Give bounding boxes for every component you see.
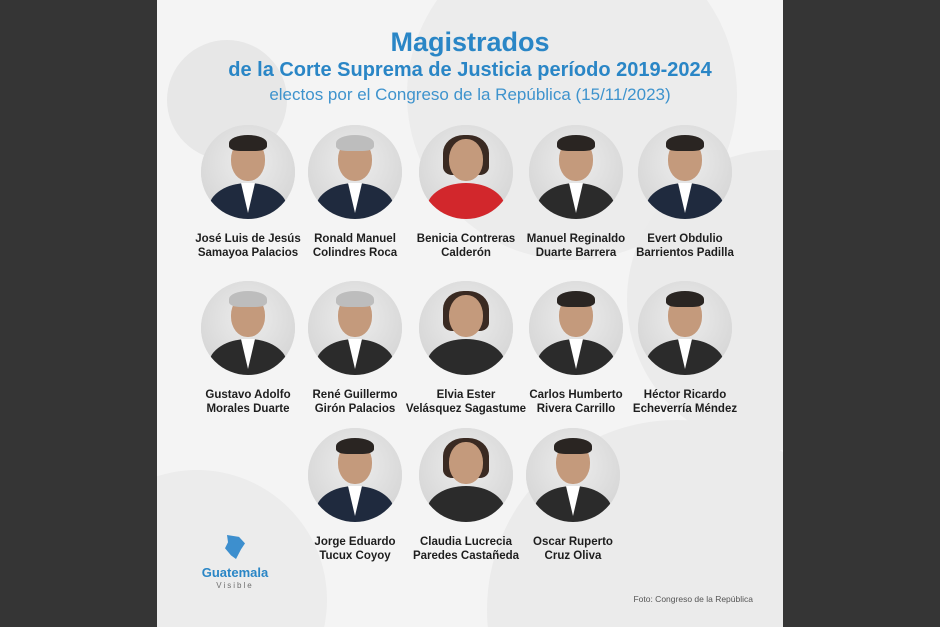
magistrate-name: [186, 232, 310, 260]
portrait-photo: [308, 428, 402, 522]
name-line-1: Ronald Manuel: [314, 233, 396, 245]
guatemala-visible-logo: [195, 533, 275, 590]
name-line-2: Girón Palacios: [314, 403, 396, 415]
guatemala-map-icon: [222, 533, 248, 563]
name-line-1: Carlos Humberto: [529, 389, 623, 401]
name-line-1: Gustavo Adolfo: [205, 389, 291, 401]
magistrate-name: [404, 388, 528, 416]
magistrate-card: [186, 281, 310, 416]
name-line-1: Claudia Lucrecia: [419, 536, 513, 548]
magistrate-card: [293, 428, 417, 563]
magistrate-name: [404, 535, 528, 563]
magistrate-name: [186, 388, 310, 416]
magistrate-card: [514, 281, 638, 416]
magistrate-card: [293, 125, 417, 260]
page-caption: electos por el Congreso de la República (15/11/2023): [269, 85, 671, 104]
name-line-2: Morales Duarte: [206, 403, 290, 415]
magistrate-name: [404, 232, 528, 260]
name-line-1: René Guillermo: [312, 389, 398, 401]
logo-brand: Guatemala: [201, 565, 269, 580]
magistrate-name: [514, 388, 638, 416]
magistrate-name: [623, 388, 747, 416]
name-line-2: Paredes Castañeda: [412, 550, 520, 562]
portrait-photo: [308, 281, 402, 375]
infographic-card: [157, 0, 783, 627]
portrait-photo: [526, 428, 620, 522]
magistrate-card: [404, 281, 528, 416]
name-line-2: Velásquez Sagastume: [405, 403, 527, 415]
name-line-1: Elvia Ester: [436, 389, 496, 401]
name-line-1: Evert Obdulio: [647, 233, 723, 245]
magistrate-card: [511, 428, 635, 563]
name-line-1: Oscar Ruperto: [533, 536, 613, 548]
magistrate-card: [404, 125, 528, 260]
magistrate-card: [514, 125, 638, 260]
name-line-1: Benicia Contreras: [416, 233, 516, 245]
name-line-1: José Luis de Jesús: [195, 233, 301, 245]
portrait-photo: [201, 281, 295, 375]
magistrate-name: [511, 535, 635, 563]
page-subtitle: de la Corte Suprema de Justicia período 2019-2024: [228, 59, 712, 81]
portrait-photo: [308, 125, 402, 219]
portrait-photo: [419, 428, 513, 522]
magistrate-name: [293, 535, 417, 563]
magistrate-card: [293, 281, 417, 416]
name-line-2: Calderón: [441, 247, 491, 259]
name-line-2: Tucux Coyoy: [319, 550, 391, 562]
magistrate-card: [186, 125, 310, 260]
magistrate-name: [623, 232, 747, 260]
name-line-2: Echeverría Méndez: [632, 403, 738, 415]
magistrate-name: [293, 232, 417, 260]
portrait-photo: [638, 281, 732, 375]
name-line-2: Barrientos Padilla: [636, 247, 734, 259]
name-line-1: Manuel Reginaldo: [526, 233, 626, 245]
magistrate-card: [623, 125, 747, 260]
magistrate-name: [293, 388, 417, 416]
name-line-1: Jorge Eduardo: [314, 536, 396, 548]
portrait-photo: [419, 281, 513, 375]
portrait-photo: [529, 281, 623, 375]
portrait-photo: [638, 125, 732, 219]
name-line-2: Colindres Roca: [312, 247, 398, 259]
magistrate-card: [404, 428, 528, 563]
name-line-2: Rivera Carrillo: [536, 403, 616, 415]
magistrate-name: [514, 232, 638, 260]
portrait-photo: [419, 125, 513, 219]
page-title: Magistrados: [390, 27, 550, 57]
magistrate-card: [623, 281, 747, 416]
photo-credit: Foto: Congreso de la República: [633, 594, 753, 604]
portrait-photo: [201, 125, 295, 219]
name-line-1: Héctor Ricardo: [643, 389, 727, 401]
name-line-2: Samayoa Palacios: [197, 247, 299, 259]
logo-sub: Visible: [216, 581, 254, 590]
name-line-2: Cruz Oliva: [544, 550, 602, 562]
portrait-photo: [529, 125, 623, 219]
name-line-2: Duarte Barrera: [535, 247, 617, 259]
